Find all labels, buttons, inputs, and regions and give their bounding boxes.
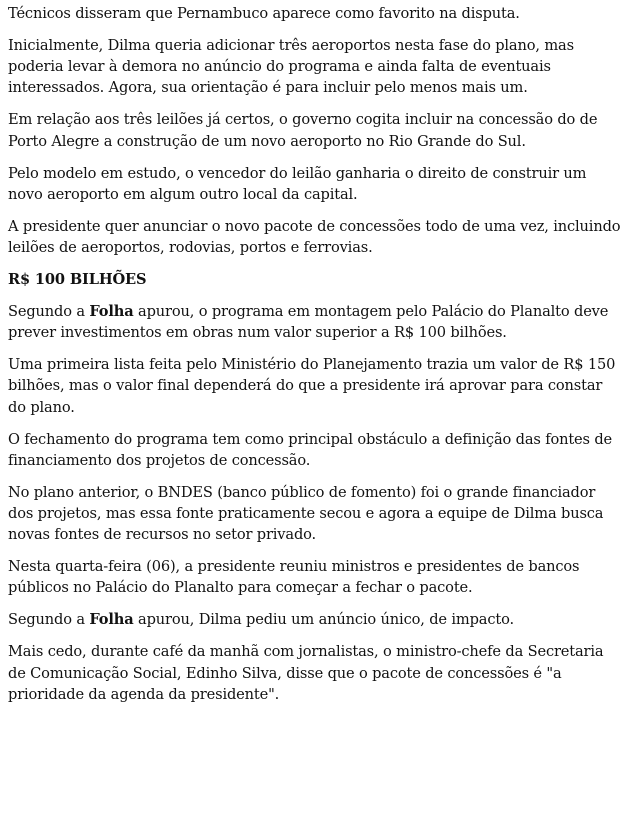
- paragraph-investimentos: [8, 301, 624, 343]
- paragraph-porto-alegre: Em relação aos três leilões já certos, o governo cogita incluir na concessão do de Porto Alegre a construção de um novo aeroporto no Rio Grande do Sul.: [8, 111, 598, 150]
- newspaper-name: Folha: [89, 303, 134, 321]
- newspaper-name: Folha: [89, 611, 134, 629]
- paragraph-reuniao: Nesta quarta-feira (06), a presidente reuniu ministros e presidentes de bancos públicos no Palácio do Planalto para começar a fechar o pacote.: [8, 558, 580, 597]
- text-segment: apurou, Dilma pediu um anúncio único, de impacto.: [133, 611, 514, 629]
- text-segment: Segundo a: [8, 611, 90, 629]
- paragraph-pacote: A presidente quer anunciar o novo pacote de concessões todo de uma vez, incluindo leilões de aeroportos, rodovias, portos e ferrovias.: [8, 217, 621, 257]
- paragraph-anuncio: [8, 609, 624, 630]
- text-segment: Segundo a: [8, 303, 90, 321]
- article-body: [8, 3, 624, 716]
- paragraph-bndes: No plano anterior, o BNDES (banco público de fomento) foi o grande financiador dos projetos, mas essa fonte praticamente secou e agora a equipe de Dilma busca novas fontes de recursos no setor privado.: [8, 483, 604, 544]
- text-segment: apurou, o programa em montagem pelo Palácio do Planalto deve prever investimentos em obras num valor superior a R$ 100 bilhões.: [8, 303, 609, 342]
- paragraph-fechamento: O fechamento do programa tem como principal obstáculo a definição das fontes de financiamento dos projetos de concessão.: [8, 430, 613, 469]
- paragraph-modelo: Pelo modelo em estudo, o vencedor do leilão ganharia o direito de construir um novo aeroporto em algum outro local da capital.: [8, 164, 587, 203]
- paragraph-cafe: Mais cedo, durante café da manhã com jornalistas, o ministro-chefe da Secretaria de Comunicação Social, Edinho Silva, disse que o pacote de concessões é "a prioridade da agenda da presidente".: [8, 643, 604, 703]
- paragraph-lista: Uma primeira lista feita pelo Ministério do Planejamento trazia um valor de R$ 150 bilhões, mas o valor final dependerá do que a presidente irá aprovar para constar do plano.: [8, 356, 616, 416]
- paragraph-aeroportos: Inicialmente, Dilma queria adicionar três aeroportos nesta fase do plano, mas poderia levar à demora no anúncio do programa e ainda falta de eventuais interessados. Agora, sua orientação é para incluir pelo menos mais um.: [8, 37, 574, 97]
- paragraph-favorito: Técnicos disseram que Pernambuco aparece como favorito na disputa.: [8, 5, 520, 22]
- section-subheading: R$ 100 BILHÕES: [8, 271, 147, 289]
